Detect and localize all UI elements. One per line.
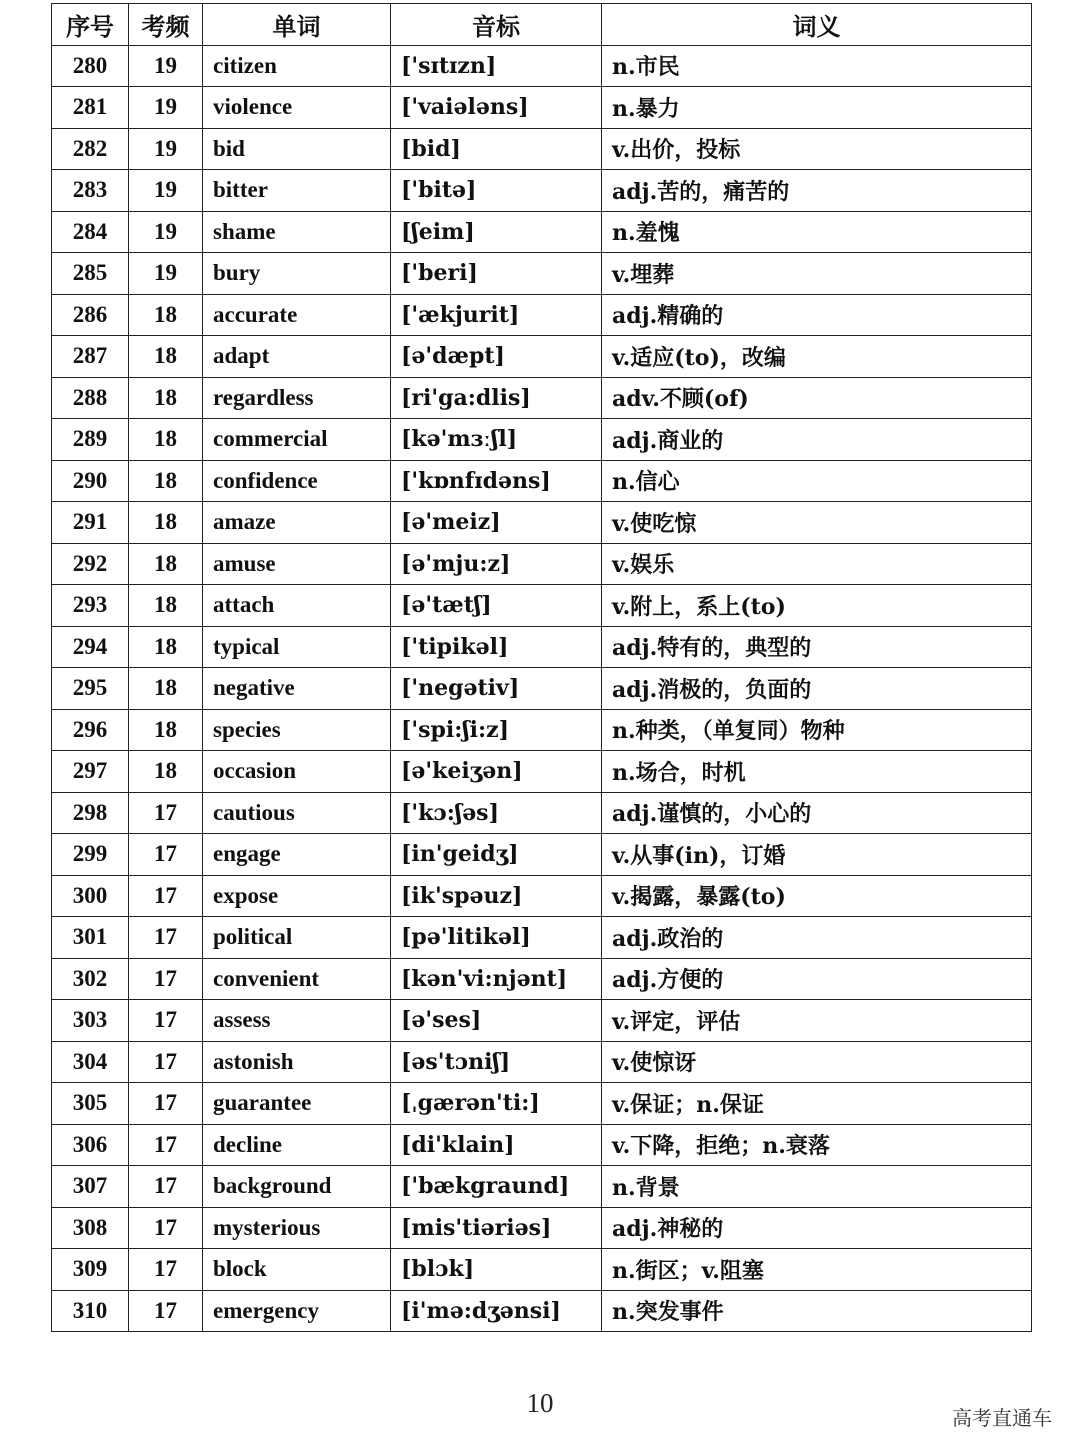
cell-phonetic: [əs'tɔniʃ] — [391, 1041, 602, 1083]
cell-meaning: adj.精确的 — [602, 294, 1032, 336]
cell-meaning: adv.不顾(of) — [602, 377, 1032, 419]
cell-meaning: v.评定，评估 — [602, 1000, 1032, 1042]
cell-index: 292 — [52, 543, 129, 585]
cell-index: 307 — [52, 1166, 129, 1208]
table-row — [52, 958, 1032, 1000]
cell-index: 300 — [52, 875, 129, 917]
cell-word: negative — [203, 668, 391, 710]
cell-phonetic: [ə'meiz] — [391, 502, 602, 544]
cell-word: confidence — [203, 460, 391, 502]
header-index: 序号 — [52, 4, 129, 46]
cell-phonetic: [ʃeim] — [391, 211, 602, 253]
cell-meaning: v.埋葬 — [602, 253, 1032, 295]
cell-meaning: v.使惊讶 — [602, 1041, 1032, 1083]
cell-word: occasion — [203, 751, 391, 793]
cell-word: convenient — [203, 958, 391, 1000]
cell-index: 284 — [52, 211, 129, 253]
cell-frequency: 17 — [129, 1290, 203, 1332]
cell-word: decline — [203, 1124, 391, 1166]
cell-index: 304 — [52, 1041, 129, 1083]
cell-index: 286 — [52, 294, 129, 336]
cell-phonetic: ['bitə] — [391, 170, 602, 212]
page-number: 10 — [526, 1388, 554, 1418]
cell-phonetic: ['ækjurit] — [391, 294, 602, 336]
watermark: 高考直通车 — [952, 1406, 1052, 1430]
cell-meaning: n.羞愧 — [602, 211, 1032, 253]
cell-index: 290 — [52, 460, 129, 502]
table-row — [52, 170, 1032, 212]
cell-phonetic: ['vaiələns] — [391, 87, 602, 129]
cell-frequency: 18 — [129, 377, 203, 419]
cell-meaning: v.出价，投标 — [602, 128, 1032, 170]
cell-word: assess — [203, 1000, 391, 1042]
header-meaning: 词义 — [602, 4, 1032, 46]
cell-index: 285 — [52, 253, 129, 295]
cell-frequency: 17 — [129, 1249, 203, 1291]
cell-index: 296 — [52, 709, 129, 751]
table-row — [52, 834, 1032, 876]
cell-phonetic: ['negətiv] — [391, 668, 602, 710]
cell-frequency: 18 — [129, 668, 203, 710]
table-row — [52, 668, 1032, 710]
cell-phonetic: [ə'dæpt] — [391, 336, 602, 378]
cell-index: 303 — [52, 1000, 129, 1042]
table-row — [52, 626, 1032, 668]
cell-phonetic: [ə'tætʃ] — [391, 585, 602, 627]
cell-meaning: n.场合，时机 — [602, 751, 1032, 793]
cell-index: 309 — [52, 1249, 129, 1291]
cell-phonetic: [kən'vi:njənt] — [391, 958, 602, 1000]
table-row — [52, 1041, 1032, 1083]
cell-index: 297 — [52, 751, 129, 793]
cell-meaning: v.从事(in)，订婚 — [602, 834, 1032, 876]
cell-word: bury — [203, 253, 391, 295]
cell-phonetic: ['sɪtɪzn] — [391, 45, 602, 87]
table-row — [52, 1249, 1032, 1291]
table-row — [52, 45, 1032, 87]
cell-word: species — [203, 709, 391, 751]
cell-frequency: 19 — [129, 211, 203, 253]
cell-index: 289 — [52, 419, 129, 461]
cell-phonetic: [blɔk] — [391, 1249, 602, 1291]
cell-word: guarantee — [203, 1083, 391, 1125]
cell-word: adapt — [203, 336, 391, 378]
cell-word: regardless — [203, 377, 391, 419]
table-row — [52, 917, 1032, 959]
cell-phonetic: [ə'mju:z] — [391, 543, 602, 585]
table-row — [52, 1124, 1032, 1166]
cell-phonetic: [ə'keiʒən] — [391, 751, 602, 793]
cell-meaning: n.突发事件 — [602, 1290, 1032, 1332]
cell-meaning: v.下降，拒绝；n.衰落 — [602, 1124, 1032, 1166]
cell-frequency: 17 — [129, 1166, 203, 1208]
cell-index: 283 — [52, 170, 129, 212]
table-row — [52, 294, 1032, 336]
cell-frequency: 17 — [129, 958, 203, 1000]
cell-index: 299 — [52, 834, 129, 876]
table-row — [52, 1083, 1032, 1125]
cell-phonetic: [bid] — [391, 128, 602, 170]
cell-word: astonish — [203, 1041, 391, 1083]
cell-word: bitter — [203, 170, 391, 212]
cell-index: 288 — [52, 377, 129, 419]
cell-index: 293 — [52, 585, 129, 627]
cell-phonetic: [pə'litikəl] — [391, 917, 602, 959]
vocab-table — [51, 3, 1032, 1332]
table-row — [52, 792, 1032, 834]
header-phonetic: 音标 — [391, 4, 602, 46]
table-row — [52, 585, 1032, 627]
cell-index: 294 — [52, 626, 129, 668]
cell-word: bid — [203, 128, 391, 170]
cell-meaning: n.暴力 — [602, 87, 1032, 129]
cell-frequency: 17 — [129, 1083, 203, 1125]
cell-frequency: 18 — [129, 419, 203, 461]
cell-frequency: 17 — [129, 1207, 203, 1249]
cell-word: engage — [203, 834, 391, 876]
cell-index: 305 — [52, 1083, 129, 1125]
cell-frequency: 18 — [129, 709, 203, 751]
cell-index: 282 — [52, 128, 129, 170]
table-row — [52, 502, 1032, 544]
table-row — [52, 1000, 1032, 1042]
table-row — [52, 751, 1032, 793]
cell-phonetic: ['bækgraund] — [391, 1166, 602, 1208]
cell-index: 281 — [52, 87, 129, 129]
table-row — [52, 253, 1032, 295]
cell-phonetic: [i'mə:dʒənsi] — [391, 1290, 602, 1332]
cell-word: mysterious — [203, 1207, 391, 1249]
cell-frequency: 18 — [129, 460, 203, 502]
cell-frequency: 17 — [129, 1000, 203, 1042]
table-row — [52, 87, 1032, 129]
cell-word: typical — [203, 626, 391, 668]
header-frequency: 考频 — [129, 4, 203, 46]
cell-word: accurate — [203, 294, 391, 336]
cell-index: 302 — [52, 958, 129, 1000]
cell-frequency: 17 — [129, 792, 203, 834]
cell-word: citizen — [203, 45, 391, 87]
cell-frequency: 17 — [129, 834, 203, 876]
table-row — [52, 211, 1032, 253]
cell-frequency: 18 — [129, 751, 203, 793]
table-row — [52, 377, 1032, 419]
cell-meaning: adj.特有的，典型的 — [602, 626, 1032, 668]
cell-word: amaze — [203, 502, 391, 544]
cell-frequency: 19 — [129, 87, 203, 129]
table-row — [52, 128, 1032, 170]
cell-frequency: 18 — [129, 294, 203, 336]
cell-phonetic: ['spi:ʃi:z] — [391, 709, 602, 751]
vocab-body — [52, 45, 1032, 1332]
cell-meaning: adj.苦的，痛苦的 — [602, 170, 1032, 212]
table-row — [52, 1207, 1032, 1249]
cell-index: 298 — [52, 792, 129, 834]
cell-meaning: adj.谨慎的，小心的 — [602, 792, 1032, 834]
cell-phonetic: ['beri] — [391, 253, 602, 295]
cell-phonetic: [kə'mɜːʃl] — [391, 419, 602, 461]
cell-meaning: v.适应(to)，改编 — [602, 336, 1032, 378]
cell-frequency: 18 — [129, 502, 203, 544]
cell-word: political — [203, 917, 391, 959]
cell-word: background — [203, 1166, 391, 1208]
cell-frequency: 18 — [129, 543, 203, 585]
cell-phonetic: [ik'spəuz] — [391, 875, 602, 917]
cell-frequency: 17 — [129, 917, 203, 959]
cell-index: 308 — [52, 1207, 129, 1249]
cell-word: attach — [203, 585, 391, 627]
cell-phonetic: ['tipikəl] — [391, 626, 602, 668]
cell-index: 280 — [52, 45, 129, 87]
cell-meaning: adj.方便的 — [602, 958, 1032, 1000]
cell-frequency: 18 — [129, 585, 203, 627]
cell-phonetic: [ə'ses] — [391, 1000, 602, 1042]
cell-index: 301 — [52, 917, 129, 959]
cell-phonetic: [mis'tiəriəs] — [391, 1207, 602, 1249]
cell-index: 310 — [52, 1290, 129, 1332]
cell-word: expose — [203, 875, 391, 917]
cell-word: amuse — [203, 543, 391, 585]
cell-frequency: 17 — [129, 875, 203, 917]
cell-phonetic: ['kɒnfɪdəns] — [391, 460, 602, 502]
cell-meaning: v.娱乐 — [602, 543, 1032, 585]
cell-meaning: v.附上，系上(to) — [602, 585, 1032, 627]
cell-meaning: v.使吃惊 — [602, 502, 1032, 544]
cell-index: 306 — [52, 1124, 129, 1166]
header-word: 单词 — [203, 4, 391, 46]
cell-index: 295 — [52, 668, 129, 710]
cell-frequency: 19 — [129, 253, 203, 295]
cell-meaning: adj.消极的，负面的 — [602, 668, 1032, 710]
cell-meaning: n.街区；v.阻塞 — [602, 1249, 1032, 1291]
cell-frequency: 19 — [129, 128, 203, 170]
table-row — [52, 543, 1032, 585]
header-row — [52, 4, 1032, 46]
cell-meaning: n.市民 — [602, 45, 1032, 87]
cell-meaning: adj.商业的 — [602, 419, 1032, 461]
cell-index: 287 — [52, 336, 129, 378]
cell-meaning: n.信心 — [602, 460, 1032, 502]
cell-phonetic: [di'klain] — [391, 1124, 602, 1166]
cell-word: commercial — [203, 419, 391, 461]
cell-phonetic: [in'geidʒ] — [391, 834, 602, 876]
cell-frequency: 19 — [129, 45, 203, 87]
cell-frequency: 18 — [129, 336, 203, 378]
cell-frequency: 17 — [129, 1124, 203, 1166]
cell-phonetic: ['kɔ:ʃəs] — [391, 792, 602, 834]
cell-phonetic: [ri'ga:dlis] — [391, 377, 602, 419]
cell-meaning: n.种类，（单复同）物种 — [602, 709, 1032, 751]
table-row — [52, 709, 1032, 751]
cell-word: violence — [203, 87, 391, 129]
table-row — [52, 1290, 1032, 1332]
table-row — [52, 1166, 1032, 1208]
cell-meaning: adj.政治的 — [602, 917, 1032, 959]
cell-meaning: adj.神秘的 — [602, 1207, 1032, 1249]
cell-frequency: 17 — [129, 1041, 203, 1083]
cell-meaning: v.保证；n.保证 — [602, 1083, 1032, 1125]
cell-frequency: 19 — [129, 170, 203, 212]
cell-word: shame — [203, 211, 391, 253]
cell-meaning: n.背景 — [602, 1166, 1032, 1208]
table-row — [52, 875, 1032, 917]
table-row — [52, 419, 1032, 461]
cell-word: emergency — [203, 1290, 391, 1332]
cell-word: cautious — [203, 792, 391, 834]
cell-frequency: 18 — [129, 626, 203, 668]
cell-index: 291 — [52, 502, 129, 544]
cell-phonetic: [ˌgærən'ti:] — [391, 1083, 602, 1125]
cell-meaning: v.揭露，暴露(to) — [602, 875, 1032, 917]
table-row — [52, 336, 1032, 378]
table-row — [52, 460, 1032, 502]
cell-word: block — [203, 1249, 391, 1291]
